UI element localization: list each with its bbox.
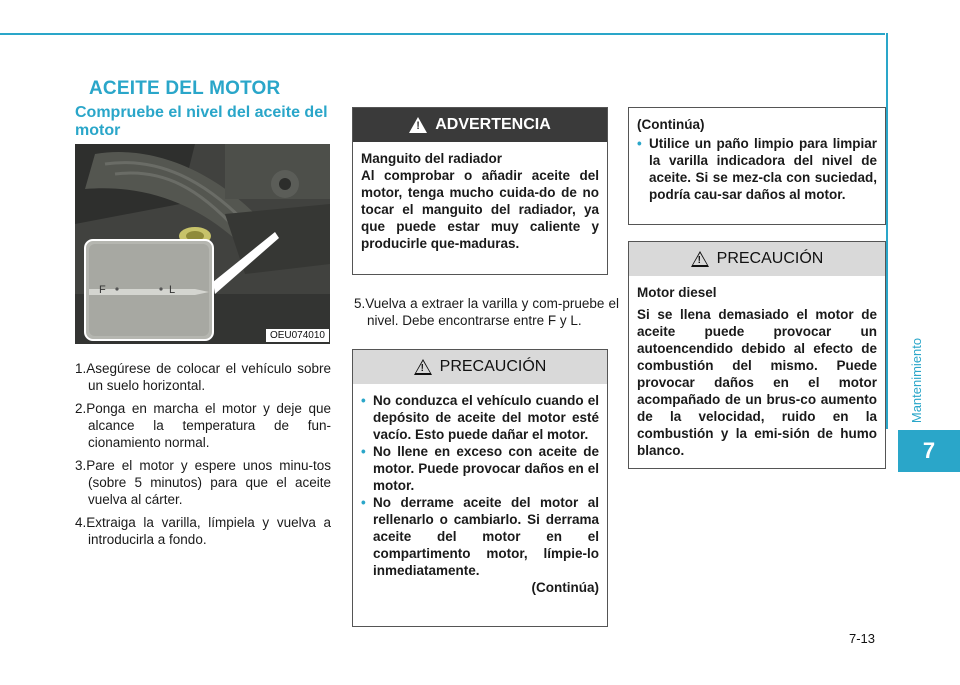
subtitle: Compruebe el nivel del aceite del motor (75, 104, 328, 139)
list-item: • Utilice un paño limpio para limpiar la varilla indicadora del nivel de aceite. Si se mez-cla con suciedad, podría cau-sar daños al motor. (637, 135, 877, 203)
warning-title: Manguito del radiador (361, 151, 503, 166)
list-item: 3.Pare el motor y espere unos minu-tos (sobre 5 minutos) para que el aceite vuelva al cárter. (75, 458, 331, 507)
caution-header-label: PRECAUCIÓN (439, 358, 547, 375)
caution-body-2 (629, 276, 885, 467)
warning-body (353, 142, 607, 260)
caution-title: Motor diesel (637, 285, 717, 300)
continuation-heading: (Continúa) (637, 117, 705, 132)
chapter-tab: 7 (898, 430, 960, 472)
list-item: • No conduzca el vehículo cuando el depósito de aceite del motor esté vacío. Esto puede dañar el motor. (361, 392, 599, 443)
section-title: ACEITE DEL MOTOR (89, 78, 281, 99)
warning-box (352, 107, 608, 275)
list-item: • No derrame aceite del motor al rellenarlo o cambiarlo. Si derrama aceite del motor en el compartimento motor, límpie-lo inmediatamente. (361, 494, 599, 579)
caution-box-2 (628, 241, 886, 469)
page-number: 7-13 (849, 631, 876, 646)
list-item: 1.Asegúrese de colocar el vehículo sobre un suelo horizontal. (75, 361, 331, 393)
top-rule (0, 33, 885, 35)
continuation-box (628, 107, 886, 225)
warning-header (353, 108, 607, 142)
continued-note: (Continúa) (531, 580, 599, 595)
caution-header-2 (629, 242, 885, 276)
caution-header-label: PRECAUCIÓN (716, 250, 824, 267)
side-rule (886, 33, 888, 429)
caution-body-1 (353, 384, 607, 604)
dipstick-mark-l: L (169, 284, 176, 296)
steps-list (75, 360, 331, 554)
engine-illustration (75, 144, 330, 344)
list-item: • No llene en exceso con aceite de motor. Puede provocar daños en el motor. (361, 443, 599, 494)
caution-box-1 (352, 349, 608, 627)
step-5: 5.Vuelva a extraer la varilla y com-pruebe el nivel. Debe encontrarse entre F y L. (354, 296, 619, 328)
caution-triangle-icon (691, 251, 709, 267)
caution-header-1 (353, 350, 607, 384)
list-item: 4.Extraiga la varilla, límpiela y vuelva a introducirla a fondo. (75, 515, 331, 547)
warning-text: Al comprobar o añadir aceite del motor, tenga mucho cuida-do de no tocar el manguito del radiador, ya que puede estar muy caliente y producirle que-maduras. (361, 168, 599, 251)
side-label: Mantenimiento (909, 337, 925, 423)
continuation-body (629, 108, 885, 211)
caution-triangle-icon (414, 359, 432, 375)
list-item: 2.Ponga en marcha el motor y deje que alcance la temperatura de fun-cionamiento normal. (75, 401, 331, 450)
dipstick-mark-f: F (99, 284, 106, 296)
figure-caption: OEU074010 (266, 329, 329, 342)
warning-triangle-icon (409, 117, 427, 133)
engine-photo (75, 144, 330, 344)
warning-header-label: ADVERTENCIA (435, 116, 551, 133)
caution-text: Si se llena demasiado el motor de aceite puede provocar un autoencendido debido al efecto de combustión del mismo. Puede provocar daños en el motor acompañado de un brus-co aumento de la velocidad, ruido en la combustión y la emi-sión de humo blanco. (637, 307, 877, 458)
